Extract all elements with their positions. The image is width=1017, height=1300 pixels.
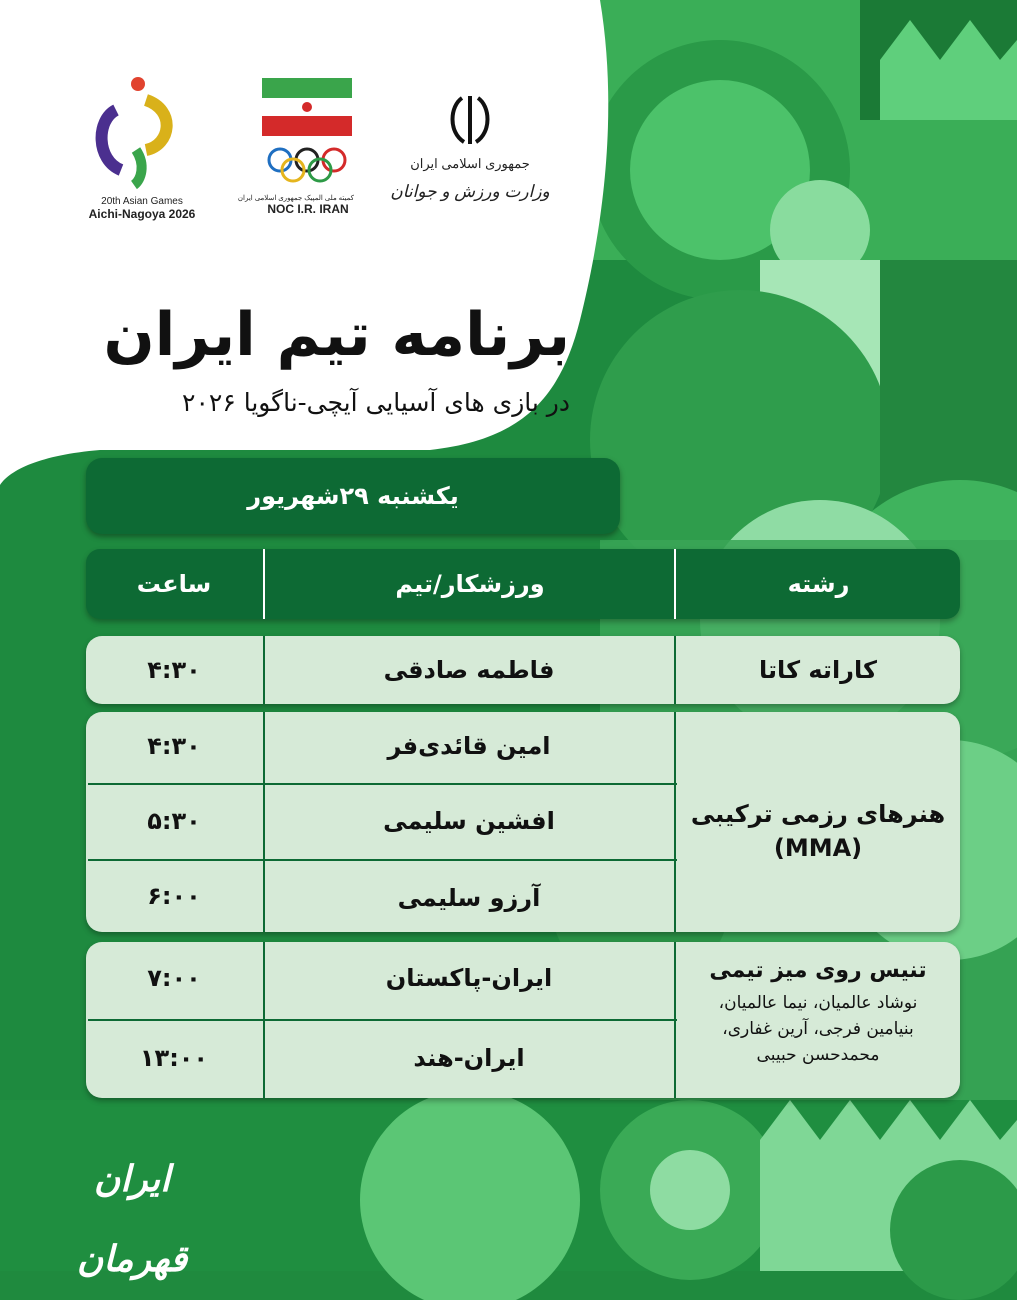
time-cell: ۷:۰۰ (147, 964, 201, 992)
header-divider (263, 549, 265, 619)
table-group-table-tennis (86, 942, 960, 1098)
ministry-emblem-icon (390, 92, 550, 148)
sport-cell: هنرهای رزمی ترکیبی (690, 800, 946, 828)
date-bar: یکشنبه ۲۹شهریور (86, 458, 620, 534)
asian-games-logo (86, 70, 198, 220)
table-group-mma (86, 712, 960, 932)
time-cell: ۶:۰۰ (147, 882, 201, 910)
iran-flag-olympic-icon (262, 78, 354, 190)
iran-ghahreman-logo: ایران قهرمان (76, 1159, 188, 1280)
header-sport: رشته (787, 570, 850, 598)
table-group-karate (86, 636, 960, 704)
team-member-line: بنیامین فرجی، آرین غفاری، (722, 1019, 914, 1039)
team-member-line: محمدحسن حبیبی (756, 1045, 880, 1065)
header-time: ساعت (136, 570, 212, 598)
athlete-cell: ایران-هند (413, 1044, 525, 1072)
page-title: برنامه تیم ایران (103, 300, 570, 370)
athlete-cell: ایران-پاکستان (385, 964, 553, 992)
ministry-line2: وزارت ورزش و جوانان (390, 182, 550, 201)
page-subtitle: در بازی های آسیایی آیچی-ناگویا ۲۰۲۶ (182, 388, 570, 417)
row-divider (88, 859, 677, 861)
athlete-cell: افشین سلیمی (383, 807, 555, 835)
noc-logo (237, 78, 354, 218)
time-cell: ۴:۳۰ (147, 656, 201, 684)
athlete-cell: آرزو سلیمی (397, 884, 541, 912)
time-cell: ۴:۳۰ (147, 732, 201, 760)
team-member-line: نوشاد عالمیان، نیما عالمیان، (718, 993, 918, 1013)
asian-games-line2: Aichi-Nagoya 2026 (88, 207, 196, 221)
time-cell: ۱۳:۰۰ (139, 1044, 209, 1072)
sport-cell: تنیس روی میز تیمی (709, 958, 927, 983)
header-divider (674, 549, 676, 619)
ministry-logo (390, 92, 550, 222)
header-athlete: ورزشکار/تیم (395, 570, 545, 598)
table-header (86, 549, 960, 619)
noc-persian-text: کمیته ملی المپیک جمهوری اسلامی ایران (237, 195, 354, 202)
sport-cell: کاراته کاتا (759, 656, 877, 684)
time-cell: ۵:۳۰ (147, 807, 201, 835)
team-members (686, 990, 950, 1068)
sport-sub-cell: (MMA) (773, 834, 863, 862)
noc-text: NOC I.R. IRAN (267, 202, 349, 216)
row-divider (88, 1019, 677, 1021)
asian-games-line1: 20th Asian Games (101, 196, 183, 207)
row-divider (88, 783, 677, 785)
athlete-cell: فاطمه صادقی (383, 656, 555, 684)
athlete-cell: امین قائدی‌فر (387, 732, 551, 760)
asian-games-emblem-icon (86, 70, 198, 188)
ministry-line1: جمهوری اسلامی ایران (410, 156, 530, 171)
